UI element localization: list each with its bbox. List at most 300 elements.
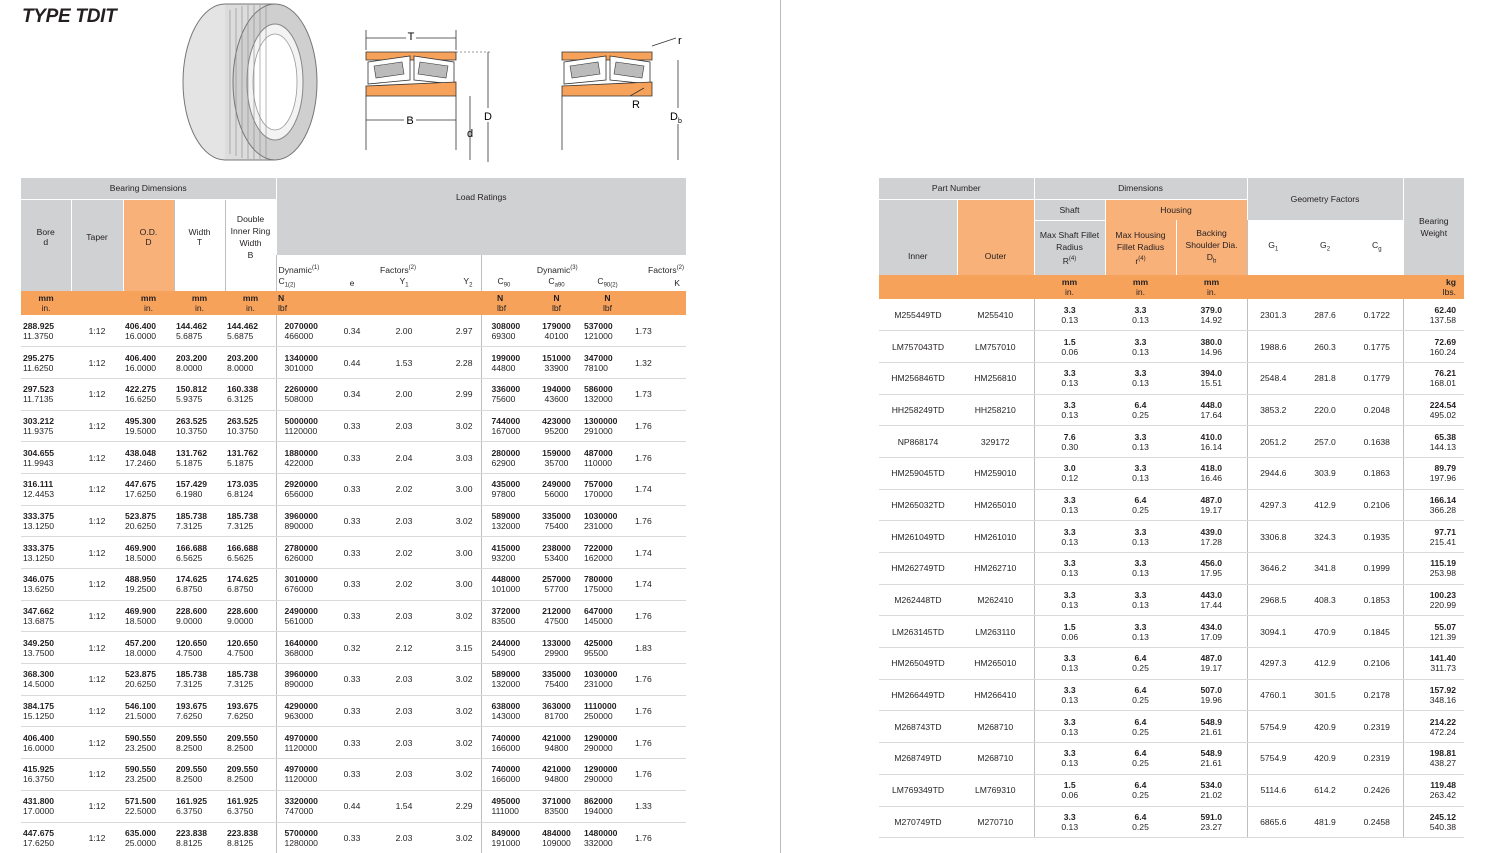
cell-c90-2: 1030000 231000 xyxy=(582,505,633,537)
cell-outer: LM769310 xyxy=(957,774,1034,806)
cell-e: 0.33 xyxy=(326,759,378,791)
header-load-ratings: Load Ratings xyxy=(276,178,686,255)
cell-housing-fillet: 3.3 0.13 xyxy=(1105,553,1176,585)
cell-inner: M268749TD xyxy=(879,743,957,775)
cell-outer: HM262710 xyxy=(957,553,1034,585)
cell-outer: HM265010 xyxy=(957,648,1034,680)
cell-weight: 72.69 160.24 xyxy=(1403,331,1464,363)
cell-k: 1.73 xyxy=(633,378,686,410)
bearing-drawings xyxy=(170,0,690,172)
cell-c90: 415000 93200 xyxy=(481,537,531,569)
cell-g1: 2051.2 xyxy=(1247,426,1299,458)
cell-housing-fillet: 3.3 0.13 xyxy=(1105,331,1176,363)
cell-double-inner: 144.462 5.6875 xyxy=(225,315,276,347)
cell-c90-2: 757000 170000 xyxy=(582,473,633,505)
cell-outer: HM261010 xyxy=(957,521,1034,553)
cell-k: 1.76 xyxy=(633,759,686,791)
cell-c90: 744000 167000 xyxy=(481,410,531,442)
cell-double-inner: 209.550 8.2500 xyxy=(225,727,276,759)
cell-width: 193.675 7.6250 xyxy=(174,695,225,727)
cell-bore: 316.111 12.4453 xyxy=(21,473,71,505)
cell-e: 0.33 xyxy=(326,537,378,569)
cell-ca90: 257000 57700 xyxy=(531,569,582,601)
cell-bore: 297.523 11.7135 xyxy=(21,378,71,410)
cell-double-inner: 193.675 7.6250 xyxy=(225,695,276,727)
cell-y2: 3.02 xyxy=(430,822,481,853)
table-row xyxy=(879,489,1464,521)
table-row xyxy=(21,537,686,569)
cell-c1: 3320000 747000 xyxy=(276,790,326,822)
cell-g2: 614.2 xyxy=(1299,774,1351,806)
svg-text:d: d xyxy=(466,128,474,140)
cell-c90-2: 780000 175000 xyxy=(582,569,633,601)
cell-width: 185.738 7.3125 xyxy=(174,664,225,696)
cell-g2: 287.6 xyxy=(1299,299,1351,331)
cell-c90-2: 347000 78100 xyxy=(582,347,633,379)
cell-inner: LM757043TD xyxy=(879,331,957,363)
cell-housing-fillet: 3.3 0.13 xyxy=(1105,362,1176,394)
cell-double-inner: 228.600 9.0000 xyxy=(225,600,276,632)
header-housing: Housing xyxy=(1105,199,1247,220)
cell-c90: 638000 143000 xyxy=(481,695,531,727)
unit-taper xyxy=(71,291,123,315)
cell-y1: 2.03 xyxy=(378,600,430,632)
cell-weight: 166.14 366.28 xyxy=(1403,489,1464,521)
cell-g2: 260.3 xyxy=(1299,331,1351,363)
cell-shaft-fillet: 7.6 0.30 xyxy=(1034,426,1105,458)
cell-backing-dia: 410.0 16.14 xyxy=(1176,426,1247,458)
cell-c1: 1880000 422000 xyxy=(276,442,326,474)
cell-c90: 849000 191000 xyxy=(481,822,531,853)
cell-backing-dia: 548.9 21.61 xyxy=(1176,743,1247,775)
cell-c1: 1640000 368000 xyxy=(276,632,326,664)
cell-bore: 368.300 14.5000 xyxy=(21,664,71,696)
svg-text:Db: $D_b$ xyxy=(670,111,682,125)
cell-shaft-fillet: 3.0 0.12 xyxy=(1034,457,1105,489)
cell-e: 0.32 xyxy=(326,632,378,664)
cell-od: 422.275 16.6250 xyxy=(123,378,174,410)
cell-backing-dia: 487.0 19.17 xyxy=(1176,648,1247,680)
cell-c90: 435000 97800 xyxy=(481,473,531,505)
cell-housing-fillet: 6.4 0.25 xyxy=(1105,711,1176,743)
unit-c90: N lbf xyxy=(481,291,531,315)
cell-c90-2: 487000 110000 xyxy=(582,442,633,474)
svg-text:B: B xyxy=(406,115,414,127)
cell-inner: HM259045TD xyxy=(879,457,957,489)
cell-weight: 214.22 472.24 xyxy=(1403,711,1464,743)
cell-c90: 495000 111000 xyxy=(481,790,531,822)
cell-g1: 2548.4 xyxy=(1247,362,1299,394)
cell-g1: 3646.2 xyxy=(1247,553,1299,585)
cell-g2: 408.3 xyxy=(1299,584,1351,616)
right-table-header xyxy=(879,178,1464,299)
header-c90: $C_{90}$ xyxy=(481,275,531,291)
cell-housing-fillet: 3.3 0.13 xyxy=(1105,426,1176,458)
cell-y2: 3.02 xyxy=(430,600,481,632)
cell-ca90: 159000 35700 xyxy=(531,442,582,474)
cell-od: 457.200 18.0000 xyxy=(123,632,174,664)
cell-y1: 2.03 xyxy=(378,410,430,442)
unit-c1: N lbf xyxy=(276,291,326,315)
cell-weight: 224.54 495.02 xyxy=(1403,394,1464,426)
header-part-number: Part Number xyxy=(879,178,1034,199)
cell-y2: 3.02 xyxy=(430,664,481,696)
cell-outer: M262410 xyxy=(957,584,1034,616)
cell-weight: 141.40 311.73 xyxy=(1403,648,1464,680)
cell-g2: 324.3 xyxy=(1299,521,1351,553)
cell-e: 0.33 xyxy=(326,695,378,727)
cell-bore: 384.175 15.1250 xyxy=(21,695,71,727)
cell-y2: 2.28 xyxy=(430,347,481,379)
table-row xyxy=(21,759,686,791)
header-geometry-factors: Geometry Factors xyxy=(1247,178,1403,220)
table-row xyxy=(879,521,1464,553)
cell-housing-fillet: 6.4 0.25 xyxy=(1105,679,1176,711)
table-row xyxy=(21,410,686,442)
cell-weight: 198.81 438.27 xyxy=(1403,743,1464,775)
page-divider xyxy=(780,0,781,853)
table-row xyxy=(879,331,1464,363)
unit-c90-2: N lbf xyxy=(582,291,633,315)
cell-width: 144.462 5.6875 xyxy=(174,315,225,347)
cell-c1: 3960000 890000 xyxy=(276,664,326,696)
cell-backing-dia: 380.0 14.96 xyxy=(1176,331,1247,363)
cell-outer: 329172 xyxy=(957,426,1034,458)
cell-width: 157.429 6.1980 xyxy=(174,473,225,505)
cell-od: 495.300 19.5000 xyxy=(123,410,174,442)
table-row xyxy=(21,664,686,696)
cell-bore: 447.675 17.6250 xyxy=(21,822,71,853)
cell-od: 488.950 19.2500 xyxy=(123,569,174,601)
cell-g1: 1988.6 xyxy=(1247,331,1299,363)
svg-text:D: D xyxy=(484,111,492,123)
cell-c1: 1340000 301000 xyxy=(276,347,326,379)
cell-c90-2: 1110000 250000 xyxy=(582,695,633,727)
cell-housing-fillet: 3.3 0.13 xyxy=(1105,521,1176,553)
table-row xyxy=(21,790,686,822)
cell-cg: 0.2426 xyxy=(1351,774,1403,806)
cell-c90-2: 1030000 231000 xyxy=(582,664,633,696)
table-row xyxy=(21,505,686,537)
cell-backing-dia: 534.0 21.02 xyxy=(1176,774,1247,806)
cell-y2: 2.29 xyxy=(430,790,481,822)
cell-y2: 3.02 xyxy=(430,410,481,442)
cell-g2: 220.0 xyxy=(1299,394,1351,426)
header-factors2: Factors$^{(2)}$ xyxy=(380,265,416,275)
header-bearing-dimensions: Bearing Dimensions xyxy=(21,178,276,199)
cell-c1: 3010000 676000 xyxy=(276,569,326,601)
right-units-row xyxy=(879,275,1464,299)
cell-k: 1.76 xyxy=(633,727,686,759)
cell-g2: 412.9 xyxy=(1299,489,1351,521)
unit-bore: mm in. xyxy=(21,291,71,315)
cell-g1: 5754.9 xyxy=(1247,743,1299,775)
cell-housing-fillet: 6.4 0.25 xyxy=(1105,743,1176,775)
cell-k: 1.74 xyxy=(633,473,686,505)
cell-weight: 76.21 168.01 xyxy=(1403,362,1464,394)
cell-inner: M268743TD xyxy=(879,711,957,743)
cell-bore: 288.925 11.3750 xyxy=(21,315,71,347)
cell-od: 546.100 21.5000 xyxy=(123,695,174,727)
cell-c90-2: 1290000 290000 xyxy=(582,759,633,791)
cell-taper: 1:12 xyxy=(71,632,123,664)
cell-od: 438.048 17.2460 xyxy=(123,442,174,474)
cell-c90: 308000 69300 xyxy=(481,315,531,347)
unit-width: mm in. xyxy=(174,291,225,315)
section-diagram-dimensions xyxy=(366,30,495,162)
cell-outer: HH258210 xyxy=(957,394,1034,426)
cell-inner: HH258249TD xyxy=(879,394,957,426)
header-g2: $G_2$ xyxy=(1320,240,1331,253)
cell-od: 469.900 18.5000 xyxy=(123,600,174,632)
cell-c90: 336000 75600 xyxy=(481,378,531,410)
cell-g2: 470.9 xyxy=(1299,616,1351,648)
cell-cg: 0.1638 xyxy=(1351,426,1403,458)
cell-c90-2: 1290000 290000 xyxy=(582,727,633,759)
cell-shaft-fillet: 3.3 0.13 xyxy=(1034,679,1105,711)
cell-ca90: 335000 75400 xyxy=(531,505,582,537)
cell-cg: 0.2319 xyxy=(1351,711,1403,743)
unit-shaft: mm in. xyxy=(1034,275,1105,299)
cell-backing-dia: 548.9 21.61 xyxy=(1176,711,1247,743)
cell-shaft-fillet: 3.3 0.13 xyxy=(1034,489,1105,521)
cell-c90: 448000 101000 xyxy=(481,569,531,601)
cell-shaft-fillet: 3.3 0.13 xyxy=(1034,711,1105,743)
cell-inner: HM265049TD xyxy=(879,648,957,680)
cell-bore: 347.662 13.6875 xyxy=(21,600,71,632)
cell-ca90: 194000 43600 xyxy=(531,378,582,410)
header-od: O.D. D xyxy=(123,199,174,275)
cell-k: 1.76 xyxy=(633,664,686,696)
cell-taper: 1:12 xyxy=(71,505,123,537)
cell-weight: 97.71 215.41 xyxy=(1403,521,1464,553)
cell-e: 0.33 xyxy=(326,442,378,474)
cell-housing-fillet: 6.4 0.25 xyxy=(1105,648,1176,680)
cell-g1: 4760.1 xyxy=(1247,679,1299,711)
cell-c1: 4970000 1120000 xyxy=(276,759,326,791)
cell-c90: 589000 132000 xyxy=(481,505,531,537)
cell-cg: 0.1775 xyxy=(1351,331,1403,363)
cell-g2: 281.8 xyxy=(1299,362,1351,394)
cell-ca90: 238000 53400 xyxy=(531,537,582,569)
cell-bore: 346.075 13.6250 xyxy=(21,569,71,601)
cell-g1: 2944.6 xyxy=(1247,457,1299,489)
cell-double-inner: 203.200 8.0000 xyxy=(225,347,276,379)
cell-y1: 2.03 xyxy=(378,822,430,853)
cell-inner: HM266449TD xyxy=(879,679,957,711)
cell-od: 469.900 18.5000 xyxy=(123,537,174,569)
cell-g1: 6865.6 xyxy=(1247,806,1299,838)
cell-inner: M255449TD xyxy=(879,299,957,331)
header-inner: Inner xyxy=(879,199,957,275)
cell-double-inner: 166.688 6.5625 xyxy=(225,537,276,569)
left-units-row xyxy=(21,291,686,315)
svg-text:T: T xyxy=(407,31,415,43)
cell-taper: 1:12 xyxy=(71,759,123,791)
cell-y1: 2.03 xyxy=(378,695,430,727)
cell-g1: 5754.9 xyxy=(1247,711,1299,743)
cell-ca90: 335000 75400 xyxy=(531,664,582,696)
cell-cg: 0.2106 xyxy=(1351,489,1403,521)
cell-weight: 245.12 540.38 xyxy=(1403,806,1464,838)
table-row xyxy=(21,727,686,759)
header-g1: $G_1$ xyxy=(1247,220,1299,275)
cell-double-inner: 174.625 6.8750 xyxy=(225,569,276,601)
cell-outer: M270710 xyxy=(957,806,1034,838)
header-e: e xyxy=(349,278,355,288)
cell-width: 209.550 8.2500 xyxy=(174,727,225,759)
cell-outer: M268710 xyxy=(957,743,1034,775)
cell-c1: 4290000 963000 xyxy=(276,695,326,727)
cell-g1: 5114.6 xyxy=(1247,774,1299,806)
cell-inner: HM265032TD xyxy=(879,489,957,521)
cell-c90: 372000 83500 xyxy=(481,600,531,632)
part-number-dimensions-table xyxy=(879,178,1464,838)
unit-od: mm in. xyxy=(123,291,174,315)
cell-g1: 3306.8 xyxy=(1247,521,1299,553)
cell-g1: 4297.3 xyxy=(1247,648,1299,680)
cell-k: 1.76 xyxy=(633,822,686,853)
cell-y1: 1.54 xyxy=(378,790,430,822)
cell-weight: 62.40 137.58 xyxy=(1403,299,1464,331)
cell-shaft-fillet: 3.3 0.13 xyxy=(1034,299,1105,331)
header-cg: $C_g$ xyxy=(1372,240,1382,253)
cell-od: 406.400 16.0000 xyxy=(123,347,174,379)
cell-y2: 3.02 xyxy=(430,695,481,727)
table-row xyxy=(21,822,686,853)
bearing-diagrams xyxy=(170,0,690,172)
cell-y1: 2.12 xyxy=(378,632,430,664)
cell-c1: 5700000 1280000 xyxy=(276,822,326,853)
cell-shaft-fillet: 3.3 0.13 xyxy=(1034,584,1105,616)
cell-bore: 303.212 11.9375 xyxy=(21,410,71,442)
cell-c90-2: 647000 145000 xyxy=(582,600,633,632)
header-max-shaft-fillet: Max Shaft Fillet Radius $R^{(4)}$ xyxy=(1034,220,1105,275)
header-double-inner-width: Double Inner Ring Width B xyxy=(225,199,276,275)
table-row xyxy=(879,362,1464,394)
cell-g2: 303.9 xyxy=(1299,457,1351,489)
header-dynamic1: Dynamic$^{(1)}$ xyxy=(276,255,378,275)
cell-e: 0.33 xyxy=(326,664,378,696)
table-row xyxy=(879,299,1464,331)
cell-k: 1.76 xyxy=(633,442,686,474)
cell-shaft-fillet: 3.3 0.13 xyxy=(1034,362,1105,394)
table-row xyxy=(21,695,686,727)
cell-k: 1.76 xyxy=(633,695,686,727)
table-row xyxy=(879,616,1464,648)
cell-weight: 115.19 253.98 xyxy=(1403,553,1464,585)
bearing-3d-illustration xyxy=(183,4,317,160)
cell-ca90: 133000 29900 xyxy=(531,632,582,664)
cell-od: 571.500 22.5000 xyxy=(123,790,174,822)
cell-c90-2: 722000 162000 xyxy=(582,537,633,569)
cell-c90-2: 537000 121000 xyxy=(582,315,633,347)
cell-weight: 119.48 263.42 xyxy=(1403,774,1464,806)
table-row xyxy=(879,679,1464,711)
cell-c1: 4970000 1120000 xyxy=(276,727,326,759)
cell-weight: 65.38 144.13 xyxy=(1403,426,1464,458)
cell-backing-dia: 439.0 17.28 xyxy=(1176,521,1247,553)
cell-ca90: 421000 94800 xyxy=(531,759,582,791)
cell-y1: 2.04 xyxy=(378,442,430,474)
cell-y2: 3.15 xyxy=(430,632,481,664)
cell-weight: 89.79 197.96 xyxy=(1403,457,1464,489)
cell-taper: 1:12 xyxy=(71,378,123,410)
cell-c90-2: 1300000 291000 xyxy=(582,410,633,442)
table-row xyxy=(879,584,1464,616)
cell-c90-2: 586000 132000 xyxy=(582,378,633,410)
cell-shaft-fillet: 3.3 0.13 xyxy=(1034,743,1105,775)
cell-y2: 2.99 xyxy=(430,378,481,410)
cell-y1: 2.03 xyxy=(378,505,430,537)
cell-taper: 1:12 xyxy=(71,727,123,759)
cell-housing-fillet: 3.3 0.13 xyxy=(1105,299,1176,331)
cell-y2: 3.02 xyxy=(430,727,481,759)
cell-inner: HM261049TD xyxy=(879,521,957,553)
header-c90-2: $C_{90(2)}$ xyxy=(597,275,618,289)
cell-ca90: 363000 81700 xyxy=(531,695,582,727)
table-row xyxy=(879,806,1464,838)
cell-e: 0.33 xyxy=(326,505,378,537)
cell-cg: 0.1722 xyxy=(1351,299,1403,331)
table-row xyxy=(21,378,686,410)
cell-width: 166.688 6.5625 xyxy=(174,537,225,569)
cell-shaft-fillet: 3.3 0.13 xyxy=(1034,394,1105,426)
cell-width: 131.762 5.1875 xyxy=(174,442,225,474)
cell-taper: 1:12 xyxy=(71,410,123,442)
cell-shaft-fillet: 3.3 0.13 xyxy=(1034,521,1105,553)
cell-ca90: 212000 47500 xyxy=(531,600,582,632)
cell-bore: 333.375 13.1250 xyxy=(21,537,71,569)
cell-ca90: 423000 95200 xyxy=(531,410,582,442)
cell-c90-2: 1480000 332000 xyxy=(582,822,633,853)
cell-housing-fillet: 3.3 0.13 xyxy=(1105,457,1176,489)
cell-cg: 0.1853 xyxy=(1351,584,1403,616)
cell-width: 150.812 5.9375 xyxy=(174,378,225,410)
cell-e: 0.33 xyxy=(326,410,378,442)
cell-c1: 2490000 561000 xyxy=(276,600,326,632)
cell-c1: 2780000 626000 xyxy=(276,537,326,569)
cell-g1: 3094.1 xyxy=(1247,616,1299,648)
header-outer: Outer xyxy=(957,199,1034,275)
cell-g1: 4297.3 xyxy=(1247,489,1299,521)
cell-taper: 1:12 xyxy=(71,790,123,822)
table-row xyxy=(879,553,1464,585)
header-dimensions: Dimensions xyxy=(1034,178,1247,199)
cell-weight: 55.07 121.39 xyxy=(1403,616,1464,648)
cell-od: 447.675 17.6250 xyxy=(123,473,174,505)
cell-cg: 0.2319 xyxy=(1351,743,1403,775)
cell-ca90: 151000 33900 xyxy=(531,347,582,379)
cell-g1: 2968.5 xyxy=(1247,584,1299,616)
cell-cg: 0.2178 xyxy=(1351,679,1403,711)
cell-od: 635.000 25.0000 xyxy=(123,822,174,853)
cell-taper: 1:12 xyxy=(71,664,123,696)
cell-y2: 3.00 xyxy=(430,473,481,505)
cell-width: 228.600 9.0000 xyxy=(174,600,225,632)
cell-shaft-fillet: 3.3 0.13 xyxy=(1034,806,1105,838)
cell-y1: 2.02 xyxy=(378,473,430,505)
cell-cg: 0.2106 xyxy=(1351,648,1403,680)
cell-outer: HM265010 xyxy=(957,489,1034,521)
cell-inner: LM769349TD xyxy=(879,774,957,806)
cell-housing-fillet: 3.3 0.13 xyxy=(1105,616,1176,648)
unit-double-inner: mm in. xyxy=(225,291,276,315)
cell-double-inner: 185.738 7.3125 xyxy=(225,664,276,696)
cell-inner: M262448TD xyxy=(879,584,957,616)
cell-c90-2: 862000 194000 xyxy=(582,790,633,822)
cell-y1: 2.03 xyxy=(378,759,430,791)
